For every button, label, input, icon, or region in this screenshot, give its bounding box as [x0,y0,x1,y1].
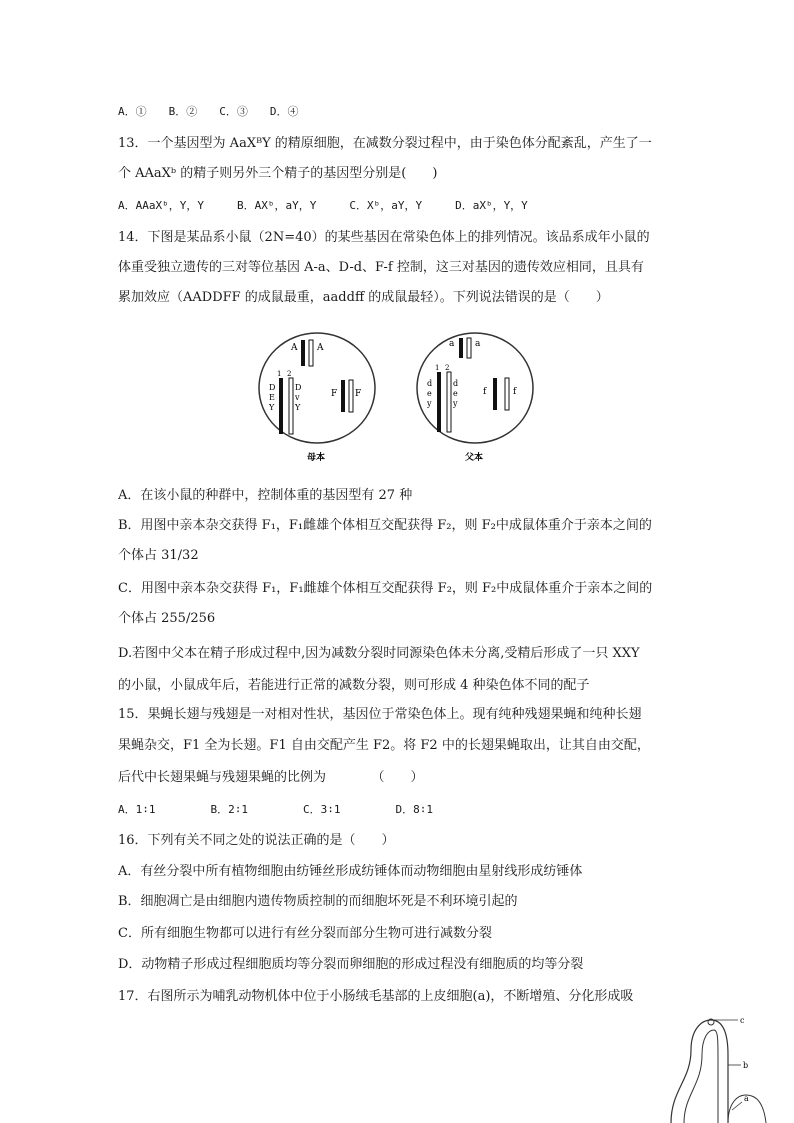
svg-text:y: y [453,399,458,408]
mother-cell [259,333,375,443]
label-a: a [744,1094,749,1103]
svg-text:f: f [483,387,487,397]
q13-options: A．AAaXᵇ，Y，Y B．AXᵇ，aY，Y C．Xᵇ，aY，Y D．aXᵇ，Y，Y [118,199,528,212]
svg-text:e: e [427,389,432,398]
q13-stem-1: 13．一个基因型为 AaXᴮY 的精原细胞，在减数分裂过程中，由于染色体分配紊乱，产生了一 [118,136,652,151]
svg-text:v: v [295,393,300,402]
q14-stem-1: 14．下图是某品系小鼠（2N=40）的某些基因在常染色体上的排列情况。该品系成年小鼠的 [118,230,650,245]
svg-text:F: F [355,389,362,399]
q14-option-a: A．在该小鼠的种群中，控制体重的基因型有 27 种 [118,488,413,503]
q16-option-d: D．动物精子形成过程细胞质均等分裂而卵细胞的形成过程没有细胞质的均等分裂 [118,957,584,972]
chr-num-1: 1 [277,370,282,378]
q12-options: A．① B．② C．③ D．④ [118,105,299,118]
q14-stem-2: 体重受独立遗传的三对等位基因 A-a、D-d、F-f 控制，这三对基因的遗传效应相同，且具有 [118,260,644,275]
svg-text:d: d [427,379,433,388]
q16-stem: 16．下列有关不同之处的说法正确的是（ ） [118,833,395,848]
q14-option-d-2: 的小鼠，小鼠成年后，若能进行正常的减数分裂，则可形成 4 种染色体不同的配子 [118,678,590,693]
label-b: b [743,1061,749,1070]
svg-text:F: F [331,389,338,399]
svg-text:y: y [427,399,432,408]
svg-text:f: f [513,387,517,397]
q15-options: A．1∶1 B．2∶1 C．3∶1 D．8∶1 [118,803,433,816]
svg-text:e: e [453,389,458,398]
svg-text:a: a [475,339,481,349]
gene-A-1: A [291,343,298,353]
q15-stem-3: 后代中长翅果蝇与残翅果蝇的比例为 （ ） [118,770,424,785]
svg-text:Y: Y [269,403,275,412]
q14-option-b-2: 个体占 31/32 [118,548,199,563]
svg-text:1: 1 [435,364,440,372]
mother-label: 母本 [307,453,326,463]
svg-text:d: d [453,379,459,388]
chr-num-2: 2 [287,370,292,378]
father-cell [417,333,533,443]
q15-stem-2: 果蝇杂交，F1 全为长翅。F1 自由交配产生 F2。将 F2 中的长翅果蝇取出，让其自由交配， [118,738,650,753]
svg-text:D: D [269,383,276,392]
svg-text:E: E [269,393,275,402]
father-label: 父本 [465,453,484,463]
q17-stem: 17．右图所示为哺乳动物机体中位于小肠绒毛基部的上皮细胞(a)，不断增殖、分化形成吸 [118,989,634,1004]
q16-option-c: C．所有细胞生物都可以进行有丝分裂而部分生物可进行减数分裂 [118,926,492,941]
q14-option-d-1: D.若图中父本在精子形成过程中,因为减数分裂时同源染色体未分离,受精后形成了一只 XXY [118,646,640,661]
q13-stem-2: 个 AAaXᵇ 的精子则另外三个精子的基因型分别是( ) [118,166,438,181]
chromosome-figure [255,330,545,465]
svg-text:2: 2 [445,364,450,372]
gene-A-2: A [317,343,324,353]
svg-text:D: D [295,383,302,392]
q14-option-c-1: C．用图中亲本杂交获得 F₁，F₁雌雄个体相互交配获得 F₂，则 F₂中成鼠体重介于亲本之间的 [118,581,653,596]
svg-text:a: a [449,339,455,349]
q14-stem-3: 累加效应（AADDFF 的成鼠最重，aaddff 的成鼠最轻）。下列说法错误的是（ ） [118,290,609,305]
q16-option-b: B．细胞凋亡是由细胞内遗传物质控制的而细胞坏死是不利环境引起的 [118,894,518,909]
q15-stem-1: 15．果蝇长翅与残翅是一对相对性状，基因位于常染色体上。现有纯种残翅果蝇和纯种长翅 [118,707,642,722]
q14-option-c-2: 个体占 255/256 [118,611,216,626]
q16-option-a: A．有丝分裂中所有植物细胞由纺锤丝形成纺锤体而动物细胞由星射线形成纺锤体 [118,864,583,879]
svg-text:Y: Y [295,403,301,412]
villus-diagram [666,1010,776,1123]
q14-option-b-1: B．用图中亲本杂交获得 F₁，F₁雌雄个体相互交配获得 F₂，则 F₂中成鼠体重介于亲本之间的 [118,518,652,533]
label-c: c [740,1016,745,1025]
